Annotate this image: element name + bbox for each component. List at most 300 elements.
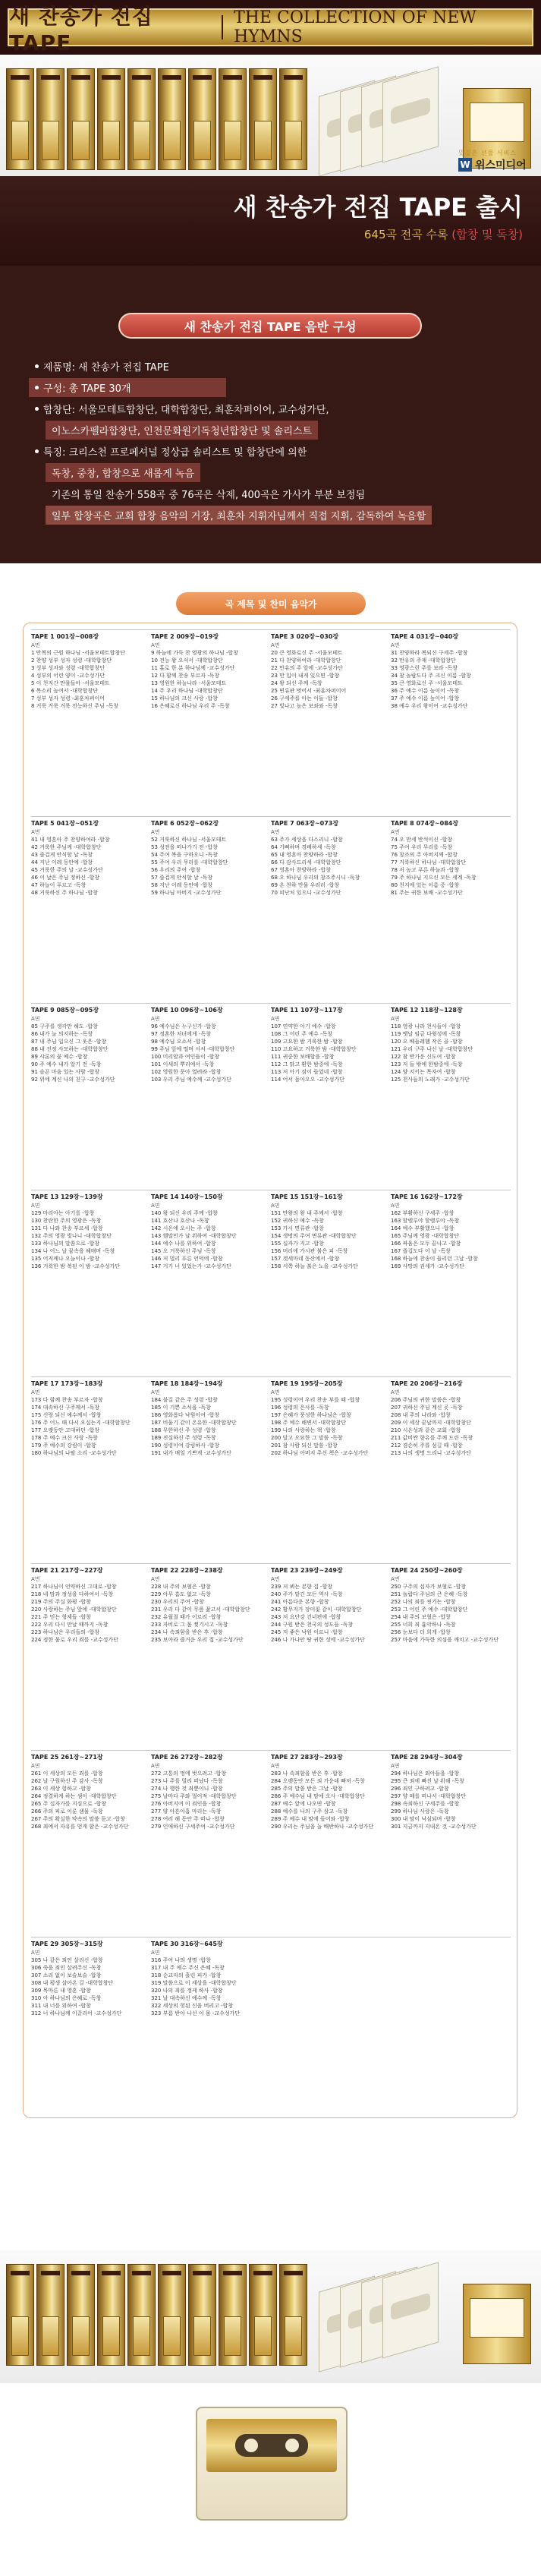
track-item: 220 사랑하는 주님 앞에 -대학합창단 [31, 1606, 117, 1613]
track-item: 213 나의 생명 드리니 -교수성가단 [391, 1450, 471, 1456]
track-item: 169 사망의 권세가 -교수성가단 [391, 1263, 464, 1269]
tape-track-list [271, 1380, 391, 1457]
tape-heading: TAPE 12 118장~128장 [391, 1007, 463, 1014]
track-item: 36 주 예수 이름 높이어 -독창 [391, 688, 460, 694]
tape-side-label: A면 [391, 1576, 400, 1582]
tape-case [97, 2264, 125, 2366]
track-item: 235 보아라 즐거운 우리 집 -교수성가단 [151, 1637, 244, 1643]
product-box [463, 2284, 531, 2364]
tape-heading: TAPE 16 162장~172장 [391, 1193, 463, 1200]
composition-continuation: 이노스카펠라합창단, 인천문화원기독청년합창단 및 솔리스트 [46, 421, 318, 440]
tape-track-list [271, 1007, 391, 1083]
track-item: 58 지난 이레 동안에 -합창 [151, 882, 213, 888]
header-plate [8, 3, 533, 55]
composition-item [29, 399, 335, 418]
tape-track-list [271, 1193, 391, 1270]
track-item: 131 다 나와 찬송 부르세 -합창 [31, 1225, 103, 1231]
track-item: 23 만 입이 내게 있으면 -합창 [271, 673, 340, 679]
track-item: 165 주님께 영광 -대학합창단 [391, 1233, 460, 1239]
tape-row [31, 1750, 511, 1937]
track-item: 86 내가 늘 의지하는 -독창 [31, 1031, 93, 1037]
release-subtitle-main: 645곡 전곡 수록 [363, 228, 448, 241]
track-item: 174 대속하신 구주께서 -독창 [31, 1405, 100, 1411]
track-item: 229 아무 흠도 없고 -독창 [151, 1591, 211, 1597]
tape-side-label: A면 [151, 1016, 160, 1022]
track-item: 79 주 하나님 지으신 모든 세계 -독창 [391, 875, 477, 881]
track-item: 202 하나님 아버지 주신 책은 -교수성가단 [271, 1450, 369, 1456]
tape-track-list [151, 1007, 271, 1083]
track-item: 35 큰 영화로신 주 -서울모테트 [391, 680, 463, 686]
track-item: 186 영화롭다 낙원이여 -합창 [151, 1412, 220, 1418]
track-item: 103 우리 주님 예수께 -교수성가단 [151, 1077, 231, 1083]
tape-side-label: A면 [271, 1203, 280, 1209]
track-item: 273 나 주를 멀리 떠났다 -독창 [151, 1778, 223, 1784]
track-item: 233 자비로 그 몸 찢기시고 -독창 [151, 1622, 228, 1628]
tape-side-label: A면 [391, 1203, 400, 1209]
tape-heading: TAPE 7 063장~073장 [271, 820, 339, 827]
track-item: 10 전능 왕 오셔서 -대학합창단 [151, 657, 223, 664]
track-item: 81 주는 귀한 보배 -교수성가단 [391, 890, 463, 896]
composition-text: 특징: 크리스천 프로페셔널 정상급 솔리스트 및 합창단에 의한 [43, 447, 307, 459]
track-item: 221 주 믿는 형제들 -합창 [31, 1614, 91, 1620]
track-item: 189 진실하신 주 성령 -독창 [151, 1435, 216, 1441]
tape-case [36, 2264, 64, 2366]
track-item: 320 나의 죄를 정케 하사 -합창 [151, 1988, 223, 1994]
track-item: 164 예수 부활했으니 -합창 [391, 1225, 455, 1231]
song-list-title: 곡 제목 및 찬미 음악가 [176, 592, 366, 615]
track-item: 232 유월절 때가 이르러 -합창 [151, 1614, 222, 1620]
track-item: 11 홀로 한 분 하나님께 -교수성가단 [151, 665, 235, 671]
tape-case [67, 68, 95, 170]
bullet-icon [35, 449, 39, 453]
track-item: 114 어서 돌아오오 -교수성가단 [271, 1077, 344, 1083]
track-item: 246 나 가나안 땅 귀한 성에 -교수성가단 [271, 1637, 365, 1643]
track-item: 198 주 예수 해변서 -대학합창단 [271, 1420, 347, 1426]
track-item: 46 이 날은 주님 정하신 -합창 [31, 875, 100, 881]
composition-item [29, 442, 313, 461]
track-item: 191 내가 매일 기쁘게 -교수성가단 [151, 1450, 231, 1456]
track-item: 261 이 세상의 모든 죄를 -합창 [31, 1770, 103, 1777]
track-item: 288 예수를 나의 구주 삼고 -독창 [271, 1808, 348, 1815]
track-item: 263 이 세상 험하고 -합창 [31, 1786, 91, 1792]
track-item: 265 주 십자가를 지심으로 -합창 [31, 1801, 107, 1807]
track-item: 295 큰 죄에 빠진 날 위해 -독창 [391, 1778, 464, 1784]
track-item: 274 나 행한 것 죄뿐이니 -합창 [151, 1786, 223, 1792]
track-item: 140 왕 되신 우리 주께 -합창 [151, 1210, 218, 1216]
tape-heading: TAPE 10 096장~106장 [151, 1007, 223, 1014]
track-item: 158 서쪽 하늘 붉은 노을 -교수성가단 [271, 1263, 358, 1269]
track-item: 175 신랑 되신 예수께서 -합창 [31, 1412, 102, 1418]
track-item: 109 고요한 밤 거룩한 밤 -합창 [271, 1039, 343, 1045]
track-item: 188 무한하신 주 성령 -합창 [151, 1427, 216, 1433]
track-item: 90 주 예수 내가 알기 전 -독창 [31, 1061, 102, 1067]
track-item: 199 나의 사랑하는 책 -합창 [271, 1427, 336, 1433]
track-item: 2 찬양 성부 성자 성령 -대학합창단 [31, 657, 112, 664]
track-item: 85 구주를 생각만 해도 -합창 [31, 1023, 98, 1029]
track-item: 141 호산나 호산나 -독창 [151, 1218, 209, 1224]
track-item: 257 마음에 가득한 의심을 깨치고 -교수성가단 [391, 1637, 499, 1643]
track-item: 239 저 뵈는 본향 집 -합창 [271, 1584, 333, 1590]
tape-track-list [151, 1380, 271, 1457]
track-item: 266 주의 피로 이룬 샘물 -독창 [31, 1808, 103, 1815]
track-item: 209 이 세상 끝날까지 -대학합창단 [391, 1420, 471, 1426]
tape-heading: TAPE 9 085장~095장 [31, 1007, 99, 1014]
tape-track-list [271, 633, 391, 710]
track-item: 254 내 주의 보혈은 -합창 [391, 1614, 451, 1620]
track-item: 80 천지에 있는 이름 중 -합창 [391, 882, 460, 888]
tape-track-list [391, 633, 511, 710]
composition-item [29, 378, 226, 397]
tape-heading: TAPE 15 151장~161장 [271, 1193, 343, 1200]
track-item: 177 오랫동안 고대하던 -합창 [31, 1427, 100, 1433]
release-subtitle [364, 226, 523, 242]
track-item: 4 성부의 어린 양이 -교수성가단 [31, 673, 105, 679]
tape-side-label: A면 [391, 1389, 400, 1395]
tape-case-row [6, 2264, 307, 2366]
track-item: 54 주여 복을 구하오니 -독창 [151, 852, 218, 858]
track-item: 48 거룩하신 주 하나님 -합창 [31, 890, 98, 896]
track-item: 136 거룩한 밤 복된 이 밤 -교수성가단 [31, 1263, 121, 1269]
track-item: 146 저 멀리 푸른 언덕에 -합창 [151, 1256, 223, 1262]
track-item: 152 귀하신 예수 -독창 [271, 1218, 324, 1224]
track-item: 308 내 평생 살아온 길 -대학합창단 [31, 1980, 114, 1986]
track-item: 59 하나님 아버지 -교수성가단 [151, 890, 222, 896]
track-item: 113 저 아기 잠이 들었네 -합창 [271, 1069, 343, 1075]
track-item: 42 거룩한 주님께 -대학합창단 [31, 844, 102, 850]
header-title-en: THE COLLECTION OF NEW HYMNS [234, 8, 477, 46]
track-item: 276 아버지여 이 죄인을 -합창 [151, 1801, 222, 1807]
track-item: 56 우리의 주여 -합창 [151, 867, 201, 873]
track-item: 218 네 맘과 정성을 다하여서 -독창 [31, 1591, 114, 1597]
track-item: 135 어저께나 오늘이나 -합창 [31, 1256, 100, 1262]
tape-heading: TAPE 14 140장~150장 [151, 1193, 223, 1200]
tape-heading: TAPE 23 239장~249장 [271, 1567, 343, 1574]
track-item: 305 나 같은 죄인 살리신 -합창 [31, 1957, 103, 1963]
track-item: 212 겸손히 주를 섬길 때 -합창 [391, 1442, 463, 1449]
tape-heading: TAPE 5 041장~051장 [31, 820, 99, 827]
track-item: 25 면류관 벗어서 -최훈차퍼이어 [271, 688, 347, 694]
track-item: 142 시온에 오시는 주 -합창 [151, 1225, 216, 1231]
track-item: 77 거룩하신 하나님 -대학합창단 [391, 859, 467, 865]
tape-case [158, 68, 186, 170]
track-item: 97 정혼한 처녀에게 -독창 [151, 1031, 211, 1037]
track-item: 201 참 사람 되신 말씀 -합창 [271, 1442, 338, 1449]
track-item: 37 주 예수 이름 높이어 -합창 [391, 695, 460, 702]
track-item: 307 소리 없이 보슬보슬 -합창 [31, 1972, 102, 1979]
tape-case [279, 68, 307, 170]
tape-track-list [151, 1941, 271, 2017]
tape-side-label: A면 [271, 829, 280, 835]
track-item: 300 내 맘이 낙심되며 -합창 [391, 1816, 456, 1822]
cassette-reel-icon [244, 2439, 258, 2452]
track-item: 167 즐겁도다 이 날 -독창 [391, 1248, 451, 1254]
tape-side-label: A면 [31, 1203, 40, 1209]
tape-side-label: A면 [271, 1763, 280, 1769]
track-item: 168 하늘에 찬송이 들리던 그날 -합창 [391, 1256, 478, 1262]
tape-side-label: A면 [151, 829, 160, 835]
track-item: 179 주 예수의 강림이 -합창 [31, 1442, 96, 1449]
tape-track-list [271, 1567, 391, 1644]
track-item: 206 주님의 귀한 말씀은 -합창 [391, 1397, 461, 1403]
tape-case [36, 68, 64, 170]
composition-continuation: 기존의 통일 찬송가 558곡 중 76곡은 삭제, 400곡은 가사가 부분 보정됨 [52, 490, 366, 501]
track-item: 74 오 만세 반석이신 -합창 [391, 837, 453, 843]
composition-heading: 새 찬송가 전집 TAPE 음반 구성 [118, 313, 422, 339]
brand-name: 위스미디어 [475, 159, 527, 172]
tape-track-list [391, 1193, 511, 1270]
brand-name-row [458, 157, 527, 172]
tape-track-list [31, 1193, 151, 1270]
tape-heading: TAPE 2 009장~019장 [151, 633, 219, 640]
track-item: 122 참 반가운 신도여 -합창 [391, 1054, 456, 1060]
track-item: 268 죄에서 자유를 얻게 함은 -교수성가단 [31, 1824, 129, 1830]
header-title-ko: 새 찬송가 전집 TAPE [9, 3, 153, 55]
tape-side-label: A면 [151, 1389, 160, 1395]
tape-heading: TAPE 20 206장~216장 [391, 1380, 463, 1387]
track-item: 310 아 하나님의 은혜로 -독창 [31, 1995, 102, 2001]
track-item: 222 우리 다시 만날 때까지 -독창 [31, 1622, 109, 1628]
track-item: 207 귀하신 주님 계신 곳 -독창 [391, 1405, 463, 1411]
tape-heading: TAPE 1 001장~008장 [31, 633, 99, 640]
track-item: 16 은혜로신 하나님 우리 주 -독창 [151, 703, 230, 709]
tape-case [219, 2264, 247, 2366]
track-item: 173 다 함께 찬송 부르자 -합창 [31, 1397, 103, 1403]
tape-row [31, 629, 511, 816]
tape-heading: TAPE 3 020장~030장 [271, 633, 339, 640]
tape-row [31, 1376, 511, 1563]
track-item: 272 고통의 멍에 벗으려고 -합창 [151, 1770, 227, 1777]
track-item: 110 고요하고 거룩한 밤 -대학합창단 [271, 1046, 357, 1052]
track-item: 244 구원 받은 천국의 성도들 -독창 [271, 1622, 354, 1628]
tape-case [249, 2264, 277, 2366]
track-item: 311 내 너를 위하여 -합창 [31, 2003, 91, 2009]
track-item: 287 예수 앞에 나오면 -합창 [271, 1801, 336, 1807]
track-item: 108 그 어린 주 예수 -독창 [271, 1031, 333, 1037]
track-item: 154 생명의 주여 면류관 -대학합창단 [271, 1233, 357, 1239]
tape-side-label: A면 [391, 642, 400, 648]
tape-side-label: A면 [271, 1016, 280, 1022]
track-item: 211 값비싼 향유를 주께 드린 -독창 [391, 1435, 473, 1441]
tape-side-label: A면 [151, 1576, 160, 1582]
bullet-icon [35, 364, 39, 368]
tape-heading: TAPE 29 305장~315장 [31, 1941, 103, 1947]
track-item: 22 만유의 주 앞에 -교수성가단 [271, 665, 343, 671]
track-item: 70 피난처 있으니 -교수성가단 [271, 890, 341, 896]
tape-heading: TAPE 21 217장~227장 [31, 1567, 103, 1574]
tape-row [31, 1003, 511, 1190]
track-item: 289 주 예수 내 맘에 들어와 -합창 [271, 1816, 350, 1822]
tape-side-label: A면 [271, 1576, 280, 1582]
composition-text: 구성: 총 TAPE 30개 [43, 383, 131, 395]
tape-track-list [151, 1754, 271, 1830]
track-item: 26 구세주를 아는 이들 -합창 [271, 695, 338, 702]
track-item: 318 순교자의 흘린 피가 -합창 [151, 1972, 222, 1979]
brand-mark-icon: W [458, 158, 472, 172]
track-item: 67 영혼아 찬양하라 -합창 [271, 867, 331, 873]
track-item: 145 오 거룩하신 주님 -독창 [151, 1248, 216, 1254]
track-item: 45 거룩한 주의 날 -교수성가단 [31, 867, 103, 873]
track-item: 53 성전을 떠나가기 전 -합창 [151, 844, 218, 850]
track-item: 264 정결하게 하는 샘이 -대학합창단 [31, 1793, 117, 1799]
tape-side-label: A면 [271, 1389, 280, 1395]
cassette-tape [382, 2262, 439, 2358]
track-item: 129 마리아는 아기를 -합창 [31, 1210, 95, 1216]
track-item: 121 우리 구주 나신 날 -대학합창단 [391, 1046, 473, 1052]
track-item: 41 내 영혼아 주 찬양하여라 -합창 [31, 837, 110, 843]
tape-side-label: A면 [151, 1950, 160, 1956]
track-item: 21 다 찬양하여라 -대학합창단 [271, 657, 341, 664]
track-item: 100 미리암과 여인들이 -합창 [151, 1054, 220, 1060]
track-item: 306 죽을 죄인 살려주신 -독창 [31, 1965, 102, 1971]
tape-case [97, 68, 125, 170]
track-item: 230 우리의 주여 -합창 [151, 1599, 204, 1605]
tape-case [279, 2264, 307, 2366]
track-item: 217 하나님이 언약하신 그대로 -합창 [31, 1584, 117, 1590]
track-item: 275 날마다 주와 멀어져 -대학합창단 [151, 1793, 237, 1799]
tape-heading: TAPE 25 261장~271장 [31, 1754, 103, 1761]
tape-heading: TAPE 13 129장~139장 [31, 1193, 103, 1200]
tape-heading: TAPE 22 228장~238장 [151, 1567, 223, 1574]
track-item: 119 옛날 임금 다윗성에 -독창 [391, 1031, 461, 1037]
tape-case [6, 68, 34, 170]
tape-heading: TAPE 17 173장~183장 [31, 1380, 103, 1387]
track-item: 13 영원한 하늘나라 -서울모테트 [151, 680, 227, 686]
tape-side-label: A면 [391, 1016, 400, 1022]
track-item: 32 만유의 주재 -대학합창단 [391, 657, 456, 664]
track-item: 296 죄인 구하려고 -합창 [391, 1786, 449, 1792]
brand-tagline: 뜻깊은 선물 서비스 [458, 150, 517, 156]
tape-track-list [31, 1007, 151, 1083]
release-banner [0, 176, 541, 266]
tape-row [31, 1563, 511, 1750]
tape-track-list [391, 1007, 511, 1083]
tape-side-label: A면 [271, 642, 280, 648]
track-item: 155 십자가 지고 -합창 [271, 1241, 324, 1247]
track-item: 7 성부 성자 성령 -최훈차퍼이어 [31, 695, 105, 702]
tape-track-list [271, 820, 391, 897]
product-hero-image-bottom [0, 2250, 541, 2383]
tape-track-list [151, 633, 271, 710]
track-item: 267 주의 확실한 약속의 말씀 듣고 -합창 [31, 1816, 125, 1822]
track-item: 299 하나님 사랑은 -독창 [391, 1808, 449, 1815]
composition-text: 제품명: 새 찬송가 전집 TAPE [43, 362, 169, 374]
track-item: 1 만복의 근원 하나님 -서울모테트합창단 [31, 650, 126, 656]
tape-heading: TAPE 24 250장~260장 [391, 1567, 463, 1574]
track-item: 43 즐겁게 안식할 날 -독창 [31, 852, 93, 858]
track-item: 3 성부 성자와 성령 -대학합창단 [31, 665, 105, 671]
track-item: 317 내 주 예수 주신 은혜 -독창 [151, 1965, 225, 1971]
tape-heading: TAPE 26 272장~282장 [151, 1754, 223, 1761]
track-item: 228 내 주의 보혈은 -합창 [151, 1584, 211, 1590]
track-item: 132 주의 영광 빛나니 -대학합창단 [31, 1233, 112, 1239]
tape-track-list [151, 1193, 271, 1270]
track-item: 312 너 하나님께 이끌리어 -교수성가단 [31, 2010, 122, 2016]
tape-side-label: A면 [31, 642, 40, 648]
song-list-box [23, 623, 517, 2118]
track-item: 107 연약한 아기 예수 -합창 [271, 1023, 336, 1029]
tape-track-list [391, 820, 511, 897]
tape-track-list [391, 1380, 511, 1457]
track-item: 255 너희 죄 흉악하나 -독창 [391, 1622, 456, 1628]
track-item: 166 싸움은 모두 끝나고 -합창 [391, 1241, 461, 1247]
track-item: 63 주가 세상을 다스리니 -합창 [271, 837, 343, 843]
release-subtitle-paren: (합창 및 독창) [451, 228, 523, 241]
track-item: 297 양 떼를 떠나서 -대학합창단 [391, 1793, 467, 1799]
track-item: 323 부름 받아 나선 이 몸 -교수성가단 [151, 2010, 241, 2016]
tape-side-label: A면 [391, 829, 400, 835]
track-item: 153 가시 면류관 -합창 [271, 1225, 324, 1231]
track-item: 321 날 대속하신 예수께 -독창 [151, 1995, 222, 2001]
track-item: 208 내 주의 나라와 -합창 [391, 1412, 451, 1418]
track-item: 187 비둘기 같이 온유한 -대학합창단 [151, 1420, 237, 1426]
track-item: 196 성령의 은사를 -독창 [271, 1405, 329, 1411]
cassette-tape [382, 66, 439, 162]
track-item: 38 예수 우리 왕이여 -교수성가단 [391, 703, 468, 709]
tape-side-label: A면 [31, 829, 40, 835]
tape-track-list [151, 820, 271, 897]
composition-continuation: 일부 합창곡은 교회 합창 음악의 거장, 최훈차 지휘자님께서 직접 지휘, 감독하여 녹음함 [46, 506, 432, 525]
tape-track-list [31, 1567, 151, 1644]
track-item: 99 주님 앞에 떨며 서서 -대학합창단 [151, 1046, 235, 1052]
track-item: 190 성령이여 강림하사 -합창 [151, 1442, 220, 1449]
track-item: 24 왕 되신 주께 -독창 [271, 680, 322, 686]
tape-track-list [31, 820, 151, 897]
track-item: 184 불길 같은 주 성령 -합창 [151, 1397, 218, 1403]
tape-heading: TAPE 6 052장~062장 [151, 820, 219, 827]
track-item: 89 샤론의 꽃 예수 -합창 [31, 1054, 88, 1060]
track-item: 143 웬말인가 날 위하여 -대학합창단 [151, 1233, 237, 1239]
track-item: 91 슬픈 마음 있는 사람 -합창 [31, 1069, 100, 1075]
track-item: 279 인애하신 구세주여 -교수성가단 [151, 1824, 235, 1830]
tape-case [6, 2264, 34, 2366]
tape-heading: TAPE 4 031장~040장 [391, 633, 459, 640]
track-item: 5 이 천지간 만물들아 -서울모테트 [31, 680, 110, 686]
track-item: 14 주 우리 하나님 -대학합창단 [151, 688, 223, 694]
track-item: 234 나 속죄함을 받은 후 -합창 [151, 1629, 223, 1635]
track-item: 253 그 어린 주 예수 -대학합창단 [391, 1606, 468, 1613]
header-band [0, 0, 541, 55]
tape-case [158, 2264, 186, 2366]
track-item: 316 주여 나의 생명 -합창 [151, 1957, 211, 1963]
track-item: 195 성령이여 우리 찬송 부를 때 -합창 [271, 1397, 360, 1403]
bullet-icon [35, 407, 39, 411]
track-item: 15 하나님의 크신 사랑 -합창 [151, 695, 218, 702]
cassette-reel-icon [285, 2439, 299, 2452]
tape-track-list [151, 1567, 271, 1644]
track-item: 285 주의 말씀 받은 그날 -합창 [271, 1786, 343, 1792]
track-item: 156 머리에 가시관 붉은 피 -독창 [271, 1248, 348, 1254]
track-item: 278 여러 해 동안 주 떠나 -합창 [151, 1816, 225, 1822]
tape-side-label: A면 [31, 1950, 40, 1956]
track-item: 96 예수님은 누구신가 -합창 [151, 1023, 216, 1029]
track-item: 241 아름다운 본향 -합창 [271, 1599, 329, 1605]
track-item: 243 저 요단강 건너편에 -합창 [271, 1614, 341, 1620]
track-item: 55 주여 우리 무리를 -대학합창단 [151, 859, 228, 865]
track-item: 118 영광 나라 천사들아 -합창 [391, 1023, 461, 1029]
tape-heading: TAPE 27 283장~293장 [271, 1754, 343, 1761]
track-item: 75 주여 우리 무리를 -독창 [391, 844, 453, 850]
track-item: 33 영광스런 주를 보라 -독창 [391, 665, 458, 671]
tape-case [249, 68, 277, 170]
tape-heading: TAPE 18 184장~194장 [151, 1380, 223, 1387]
tape-heading: TAPE 8 074장~084장 [391, 820, 459, 827]
track-item: 76 창조의 주 아버지께 -합창 [391, 852, 458, 858]
track-item: 120 오 베들레헴 작은 골 -합창 [391, 1039, 463, 1045]
cassette-stack [319, 2276, 455, 2367]
tape-case-row [6, 68, 307, 170]
track-item: 78 저 높고 푸른 하늘과 -합창 [391, 867, 460, 873]
composition-text: 합창단: 서울모테트합창단, 대학합창단, 최훈차퍼이어, 교수성가단, [43, 405, 329, 416]
